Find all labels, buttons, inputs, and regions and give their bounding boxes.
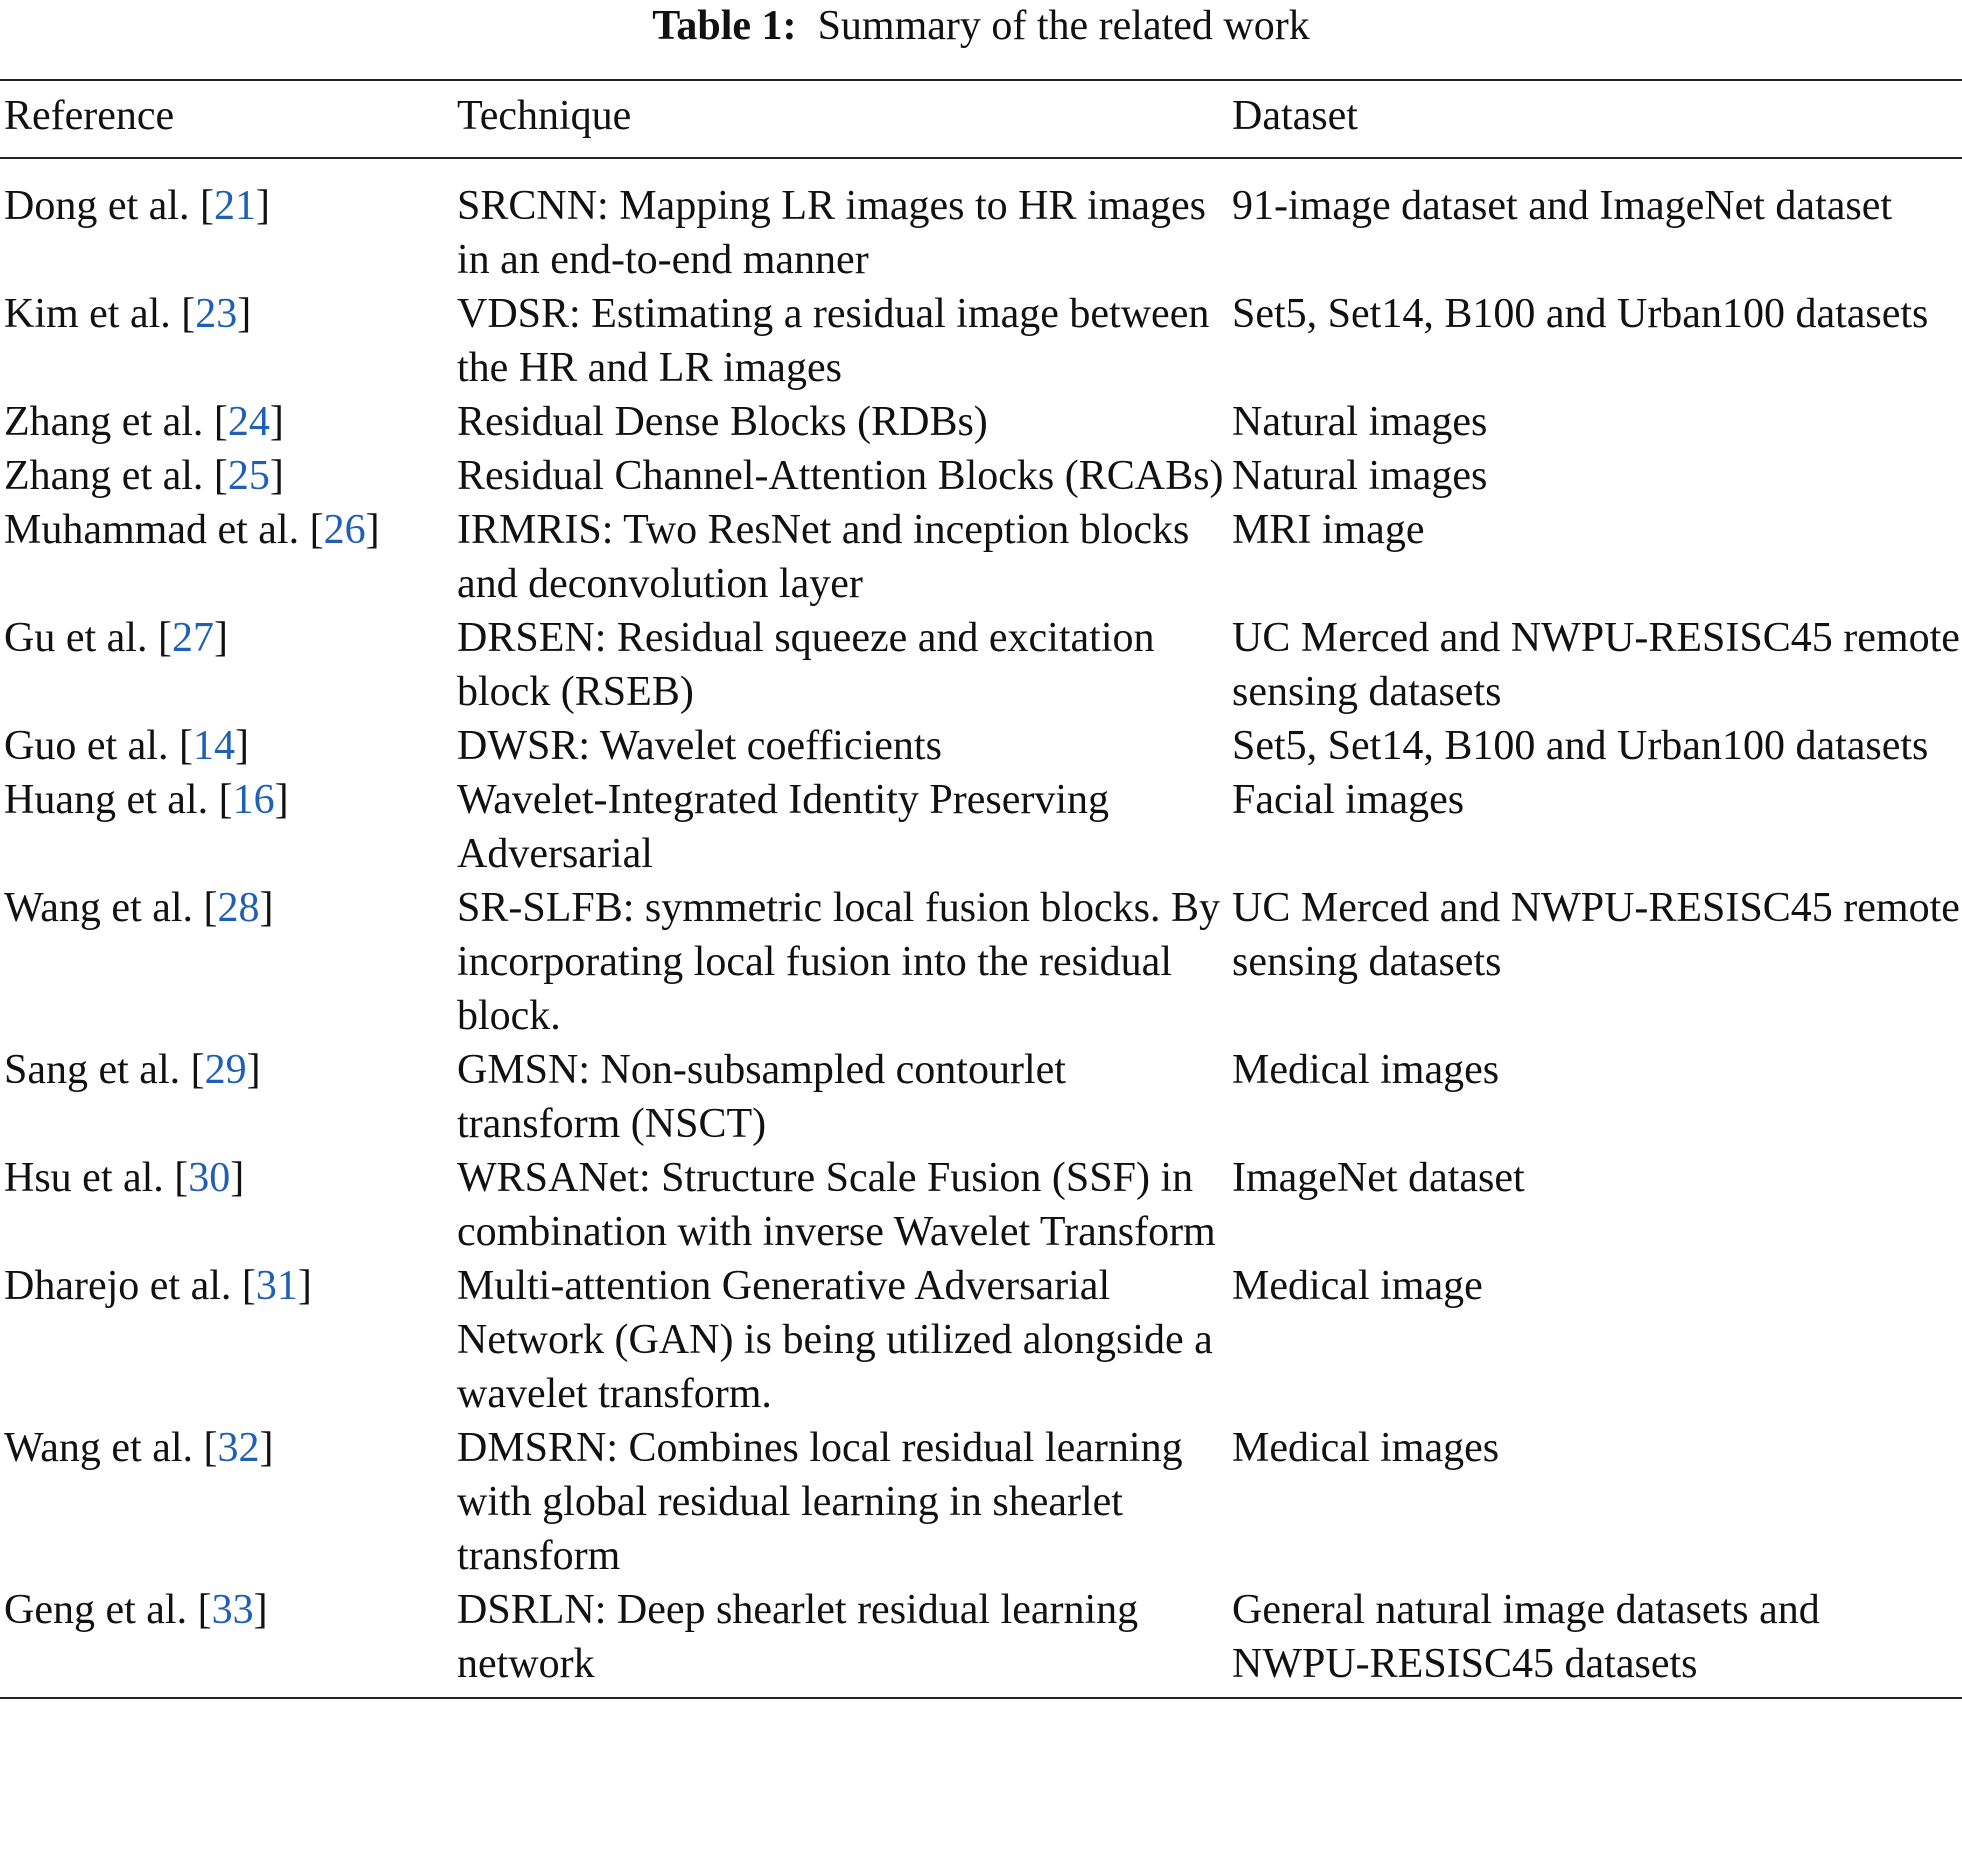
table-row xyxy=(0,395,1962,449)
author-text: Zhang et al. xyxy=(4,453,204,499)
table-row xyxy=(0,449,1962,503)
technique-cell: SR-SLFB: symmetric local fusion blocks. By incorporating local fusion into the residual block. xyxy=(457,885,1220,1039)
author-text: Geng et al. xyxy=(4,1587,188,1633)
reference-cell: Gu et al. [27] xyxy=(4,615,228,661)
table-row xyxy=(0,1583,1962,1698)
reference-cell: Muhammad et al. [26] xyxy=(4,507,380,553)
table-row xyxy=(0,1259,1962,1421)
technique-cell: VDSR: Estimating a residual image between the HR and LR images xyxy=(457,291,1210,391)
table-row xyxy=(0,773,1962,881)
citation-link[interactable]: 26 xyxy=(323,507,366,553)
dataset-cell: MRI image xyxy=(1232,507,1425,553)
citation-link[interactable]: 24 xyxy=(227,399,270,445)
table-row xyxy=(0,1421,1962,1583)
table-header-row xyxy=(0,80,1962,158)
technique-cell: IRMRIS: Two ResNet and inception blocks and deconvolution layer xyxy=(457,507,1190,607)
citation-link[interactable]: 31 xyxy=(255,1263,298,1309)
table-row xyxy=(0,287,1962,395)
technique-cell: GMSN: Non-subsampled contourlet transform (NSCT) xyxy=(457,1047,1066,1147)
header-dataset: Dataset xyxy=(1228,80,1962,158)
author-text: Muhammad et al. xyxy=(4,507,300,553)
citation-link[interactable]: 27 xyxy=(171,615,214,661)
technique-cell: DRSEN: Residual squeeze and excitation block (RSEB) xyxy=(457,615,1155,715)
dataset-cell: Natural images xyxy=(1232,399,1488,445)
header-technique: Technique xyxy=(453,80,1228,158)
reference-cell: Kim et al. [23] xyxy=(4,291,252,337)
dataset-cell: ImageNet dataset xyxy=(1232,1155,1525,1201)
reference-cell: Guo et al. [14] xyxy=(4,723,249,769)
technique-cell: Residual Channel-Attention Blocks (RCABs) xyxy=(457,453,1224,499)
dataset-cell: 91-image dataset and ImageNet dataset xyxy=(1232,183,1893,229)
dataset-cell: Medical images xyxy=(1232,1047,1500,1093)
technique-cell: DSRLN: Deep shearlet residual learning network xyxy=(453,1583,1228,1698)
dataset-cell: Facial images xyxy=(1232,777,1465,823)
citation-link[interactable]: 14 xyxy=(192,723,235,769)
author-text: Dharejo et al. xyxy=(4,1263,232,1309)
table-row xyxy=(0,881,1962,1043)
technique-cell: Multi-attention Generative Adversarial Network (GAN) is being utilized alongside a wavelet transform. xyxy=(457,1263,1213,1417)
related-work-table xyxy=(0,79,1962,1699)
technique-cell: SRCNN: Mapping LR images to HR images in an end-to-end manner xyxy=(457,183,1206,283)
citation-link[interactable]: 32 xyxy=(217,1425,260,1471)
caption-text: Summary of the related work xyxy=(817,3,1310,49)
dataset-cell: Medical image xyxy=(1232,1263,1483,1309)
citation-link[interactable]: 30 xyxy=(188,1155,231,1201)
author-text: Guo et al. xyxy=(4,723,169,769)
author-text: Dong et al. xyxy=(4,183,190,229)
author-text: Wang et al. xyxy=(4,885,194,931)
table-caption xyxy=(0,0,1962,52)
citation-link[interactable]: 29 xyxy=(204,1047,247,1093)
caption-label: Table 1: xyxy=(652,3,797,49)
citation-link[interactable]: 33 xyxy=(211,1587,254,1633)
author-text: Hsu et al. xyxy=(4,1155,164,1201)
table-row xyxy=(0,158,1962,287)
reference-cell: Geng et al. [33] xyxy=(0,1583,453,1698)
dataset-cell: Natural images xyxy=(1232,453,1488,499)
technique-cell: Wavelet-Integrated Identity Preserving Adversarial xyxy=(457,777,1110,877)
author-text: Gu et al. xyxy=(4,615,148,661)
reference-cell: Hsu et al. [30] xyxy=(4,1155,245,1201)
reference-cell: Zhang et al. [25] xyxy=(4,453,284,499)
reference-cell: Dong et al. [21] xyxy=(4,183,270,229)
reference-cell: Zhang et al. [24] xyxy=(4,399,284,445)
technique-cell: Residual Dense Blocks (RDBs) xyxy=(457,399,988,445)
reference-cell: Huang et al. [16] xyxy=(4,777,289,823)
citation-link[interactable]: 28 xyxy=(217,885,260,931)
table-row xyxy=(0,611,1962,719)
dataset-cell: Set5, Set14, B100 and Urban100 datasets xyxy=(1232,291,1929,337)
reference-cell: Wang et al. [28] xyxy=(4,885,274,931)
citation-link[interactable]: 23 xyxy=(195,291,238,337)
technique-cell: WRSANet: Structure Scale Fusion (SSF) in combination with inverse Wavelet Transform xyxy=(457,1155,1216,1255)
dataset-cell: UC Merced and NWPU-RESISC45 remote sensing datasets xyxy=(1232,885,1960,985)
dataset-cell: General natural image datasets and NWPU-RESISC45 datasets xyxy=(1228,1583,1962,1698)
table-row xyxy=(0,1043,1962,1151)
reference-cell: Dharejo et al. [31] xyxy=(4,1263,312,1309)
author-text: Kim et al. xyxy=(4,291,171,337)
dataset-cell: UC Merced and NWPU-RESISC45 remote sensing datasets xyxy=(1232,615,1960,715)
author-text: Zhang et al. xyxy=(4,399,204,445)
author-text: Huang et al. xyxy=(4,777,209,823)
author-text: Sang et al. xyxy=(4,1047,181,1093)
table-body xyxy=(0,158,1962,1698)
reference-cell: Wang et al. [32] xyxy=(4,1425,274,1471)
table-row xyxy=(0,1151,1962,1259)
reference-cell: Sang et al. [29] xyxy=(4,1047,261,1093)
citation-link[interactable]: 25 xyxy=(227,453,270,499)
technique-cell: DMSRN: Combines local residual learning with global residual learning in shearlet transform xyxy=(457,1425,1183,1579)
author-text: Wang et al. xyxy=(4,1425,194,1471)
table-row xyxy=(0,503,1962,611)
citation-link[interactable]: 16 xyxy=(232,777,275,823)
dataset-cell: Medical images xyxy=(1232,1425,1500,1471)
header-reference: Reference xyxy=(0,80,453,158)
table-row xyxy=(0,719,1962,773)
citation-link[interactable]: 21 xyxy=(213,183,256,229)
technique-cell: DWSR: Wavelet coefficients xyxy=(457,723,942,769)
dataset-cell: Set5, Set14, B100 and Urban100 datasets xyxy=(1232,723,1929,769)
